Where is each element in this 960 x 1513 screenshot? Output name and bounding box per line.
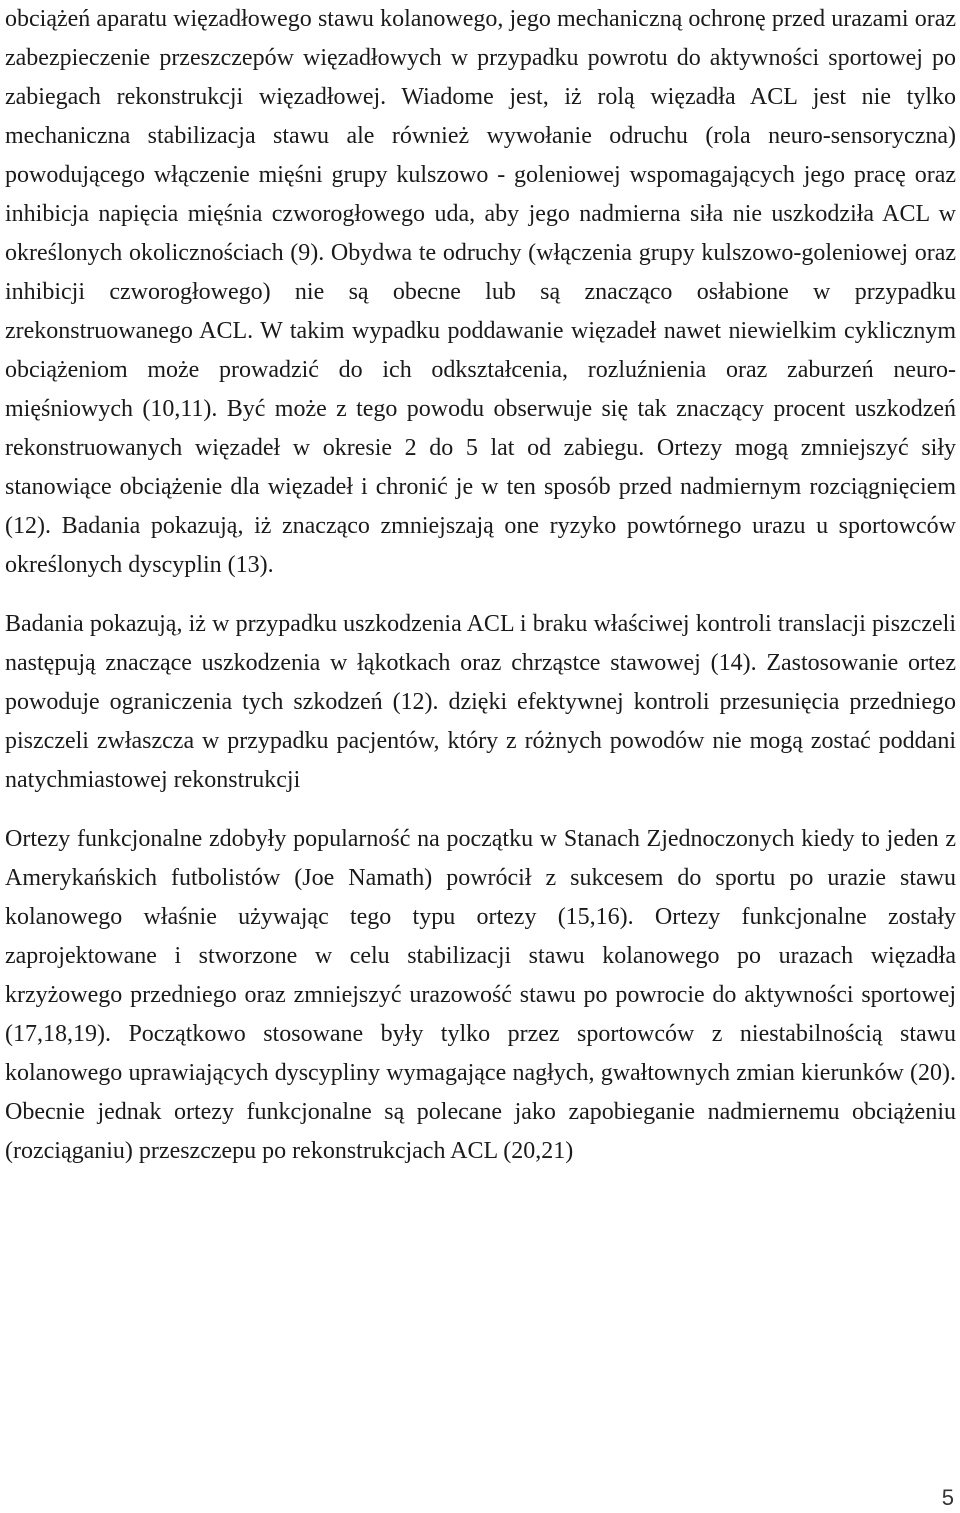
paragraph-functional-braces: Ortezy funkcjonalne zdobyły popularność na początku w Stanach Zjednoczonych kiedy to jeden z Amerykańskich futbolistów (Joe Namath) powrócił z sukcesem do sportu po urazie stawu kolanowego właśnie używając tego typu ortezy (15,16). Ortezy funkcjonalne zostały zaprojektowane i stworzone w celu stabilizacji stawu kolanowego po urazach więzadła krzyżowego przedniego oraz zmniejszyć urazowość stawu po powrocie do aktywności sportowej (17,18,19). Początkowo stosowane były tylko przez sportowców z niestabilnością stawu kolanowego uprawiających dyscypliny wymagające nagłych, gwałtownych zmian kierunków (20). Obecnie jednak ortezy funkcjonalne są polecane jako zapobieganie nadmiernemu obciążeniu (rozciąganiu) przeszczepu po rekonstrukcjach ACL (20,21) (5, 826, 956, 1164)
paragraph-acl-injury-research: Badania pokazują, iż w przypadku uszkodzenia ACL i braku właściwej kontroli translacji piszczeli następują znaczące uszkodzenia w łąkotkach oraz chrząstce stawowej (14). Zastosowanie ortez powoduje ograniczenia tych szkodzeń (12). dzięki efektywnej kontroli przesunięcia przedniego piszczeli zwłaszcza w przypadku pacjentów, który z różnych powodów nie mogą zostać poddani natychmiastowej rekonstrukcji (5, 611, 956, 793)
document-body (5, 0, 956, 1171)
paragraph-brace-function: obciążeń aparatu więzadłowego stawu kolanowego, jego mechaniczną ochronę przed urazami oraz zabezpieczenie przeszczepów więzadłowych w przypadku powrotu do aktywności sportowej po zabiegach rekonstrukcji więzadłowej. Wiadome jest, iż rolą więzadła ACL jest nie tylko mechaniczna stabilizacja stawu ale również wywołanie odruchu (rola neuro-sensoryczna) powodującego włączenie mięśni grupy kulszowo - goleniowej wspomagających jego pracę oraz inhibicja napięcia mięśnia czworogłowego uda, aby jego nadmierna siła nie uszkodziła ACL w określonych okolicznościach (9). Obydwa te odruchy (włączenia grupy kulszowo-goleniowej oraz inhibicji czworogłowego) nie są obecne lub są znacząco osłabione w przypadku zrekonstruowanego ACL. W takim wypadku poddawanie więzadeł nawet niewielkim cyklicznym obciążeniom może prowadzić do ich odkształcenia, rozluźnienia oraz zaburzeń neuro-mięśniowych (10,11). Być może z tego powodu obserwuje się tak znaczący procent uszkodzeń rekonstruowanych więzadeł w okresie 2 do 5 lat od zabiegu. Ortezy mogą zmniejszyć siły stanowiące obciążenie dla więzadeł i chronić je w ten sposób przed nadmiernym rozciągnięciem (12). Badania pokazują, iż znacząco zmniejszają one ryzyko powtórnego urazu u sportowców określonych dyscyplin (13). (5, 6, 956, 578)
page-number: 5 (941, 1485, 954, 1510)
